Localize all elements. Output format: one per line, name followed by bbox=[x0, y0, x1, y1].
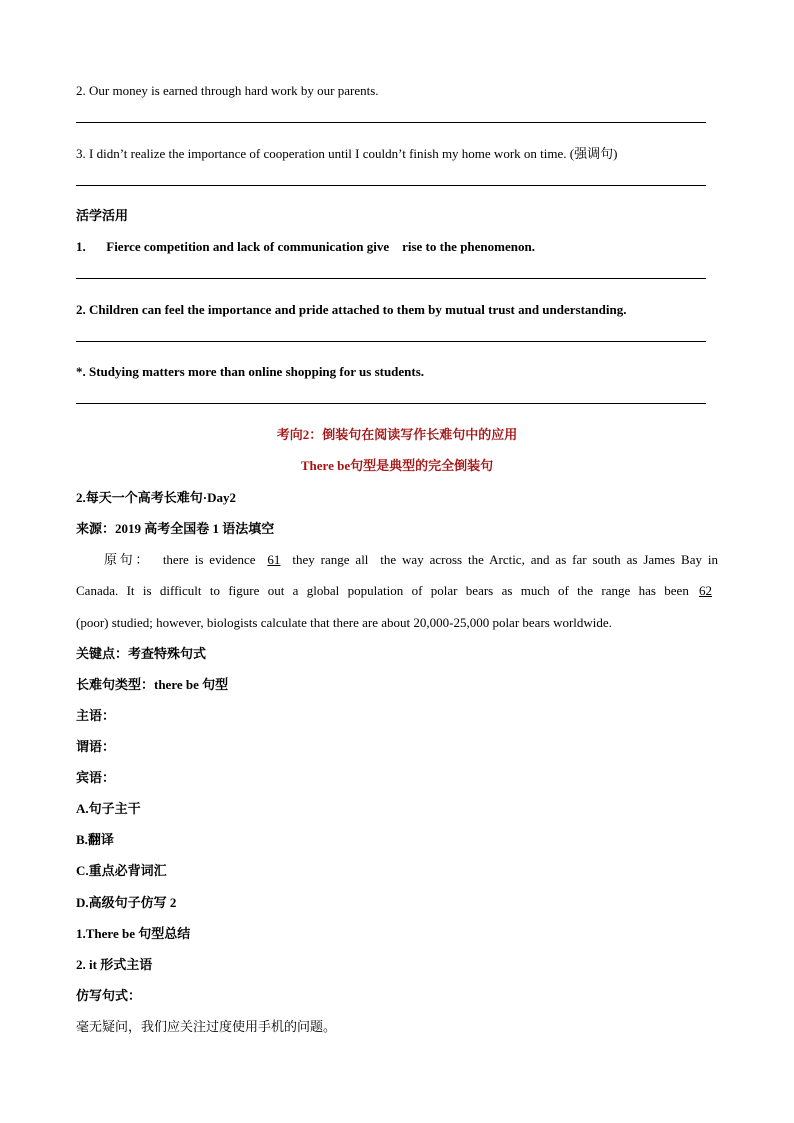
object-label: 宾语： bbox=[76, 770, 116, 785]
section-b: B.翻译 bbox=[76, 832, 114, 847]
passage-line-2 bbox=[76, 582, 718, 600]
exercise-item-3: 3. I didn’t realize the importance of cooperation until I couldn’t finish my home work on time. (强调句) bbox=[76, 146, 618, 161]
section-d: D.高级句子仿写 2 bbox=[76, 895, 177, 910]
daily-title: 2.每天一个高考长难句·Day2 bbox=[76, 490, 236, 505]
section-d-item-1: 1.There be 句型总结 bbox=[76, 926, 191, 941]
passage-line-2-text: Canada. It is difficult to figure out a global population of polar bears as much of the range has been bbox=[76, 583, 689, 598]
section-d-item-2: 2. it 形式主语 bbox=[76, 957, 153, 972]
daily-source: 来源：2019 高考全国卷 1 语法填空 bbox=[76, 521, 275, 536]
exercise-item-2: 2. Our money is earned through hard work by our parents. bbox=[76, 83, 379, 98]
passage-line-1-end: they range all the way across the Arctic, and as far south as James Bay in bbox=[292, 552, 718, 567]
section-subtitle: There be句型是典型的完全倒装句 bbox=[300, 458, 494, 473]
imitate-label: 仿写句式： bbox=[76, 988, 142, 1003]
answer-line bbox=[76, 341, 706, 342]
sentence-type: 长难句类型：there be 句型 bbox=[76, 677, 229, 692]
keypoint: 关键点：考查特殊句式 bbox=[76, 646, 207, 661]
chinese-sentence: 毫无疑问，我们应关注过度使用手机的问题。 bbox=[76, 1019, 337, 1034]
answer-line bbox=[76, 122, 706, 123]
blank-61: 61 bbox=[267, 552, 281, 567]
section-a: A.句子主干 bbox=[76, 801, 141, 816]
practice-item-1-number: 1. bbox=[76, 239, 86, 254]
answer-line bbox=[76, 278, 706, 279]
blank-62: 62 bbox=[699, 583, 713, 598]
practice-heading: 活学活用 bbox=[76, 208, 129, 223]
section-c: C.重点必背词汇 bbox=[76, 863, 167, 878]
practice-item-1-text: Fierce competition and lack of communication give rise to the phenomenon. bbox=[106, 239, 535, 254]
passage-line-1 bbox=[76, 551, 718, 569]
section-title: 考向2：倒装句在阅读写作长难句中的应用 bbox=[276, 427, 518, 442]
answer-line bbox=[76, 185, 706, 186]
passage-line-3: (poor) studied; however, biologists calculate that there are about 20,000-25,000 polar bears worldwide. bbox=[76, 615, 612, 630]
practice-item-3: *. Studying matters more than online shopping for us students. bbox=[76, 364, 425, 379]
practice-item-1 bbox=[76, 238, 535, 256]
predicate-label: 谓语： bbox=[76, 739, 116, 754]
passage-line-1-start: 原句： there is evidence bbox=[104, 552, 256, 567]
subject-label: 主语： bbox=[76, 708, 116, 723]
practice-item-2: 2. Children can feel the importance and pride attached to them by mutual trust and understanding. bbox=[76, 302, 627, 317]
answer-line bbox=[76, 403, 706, 404]
